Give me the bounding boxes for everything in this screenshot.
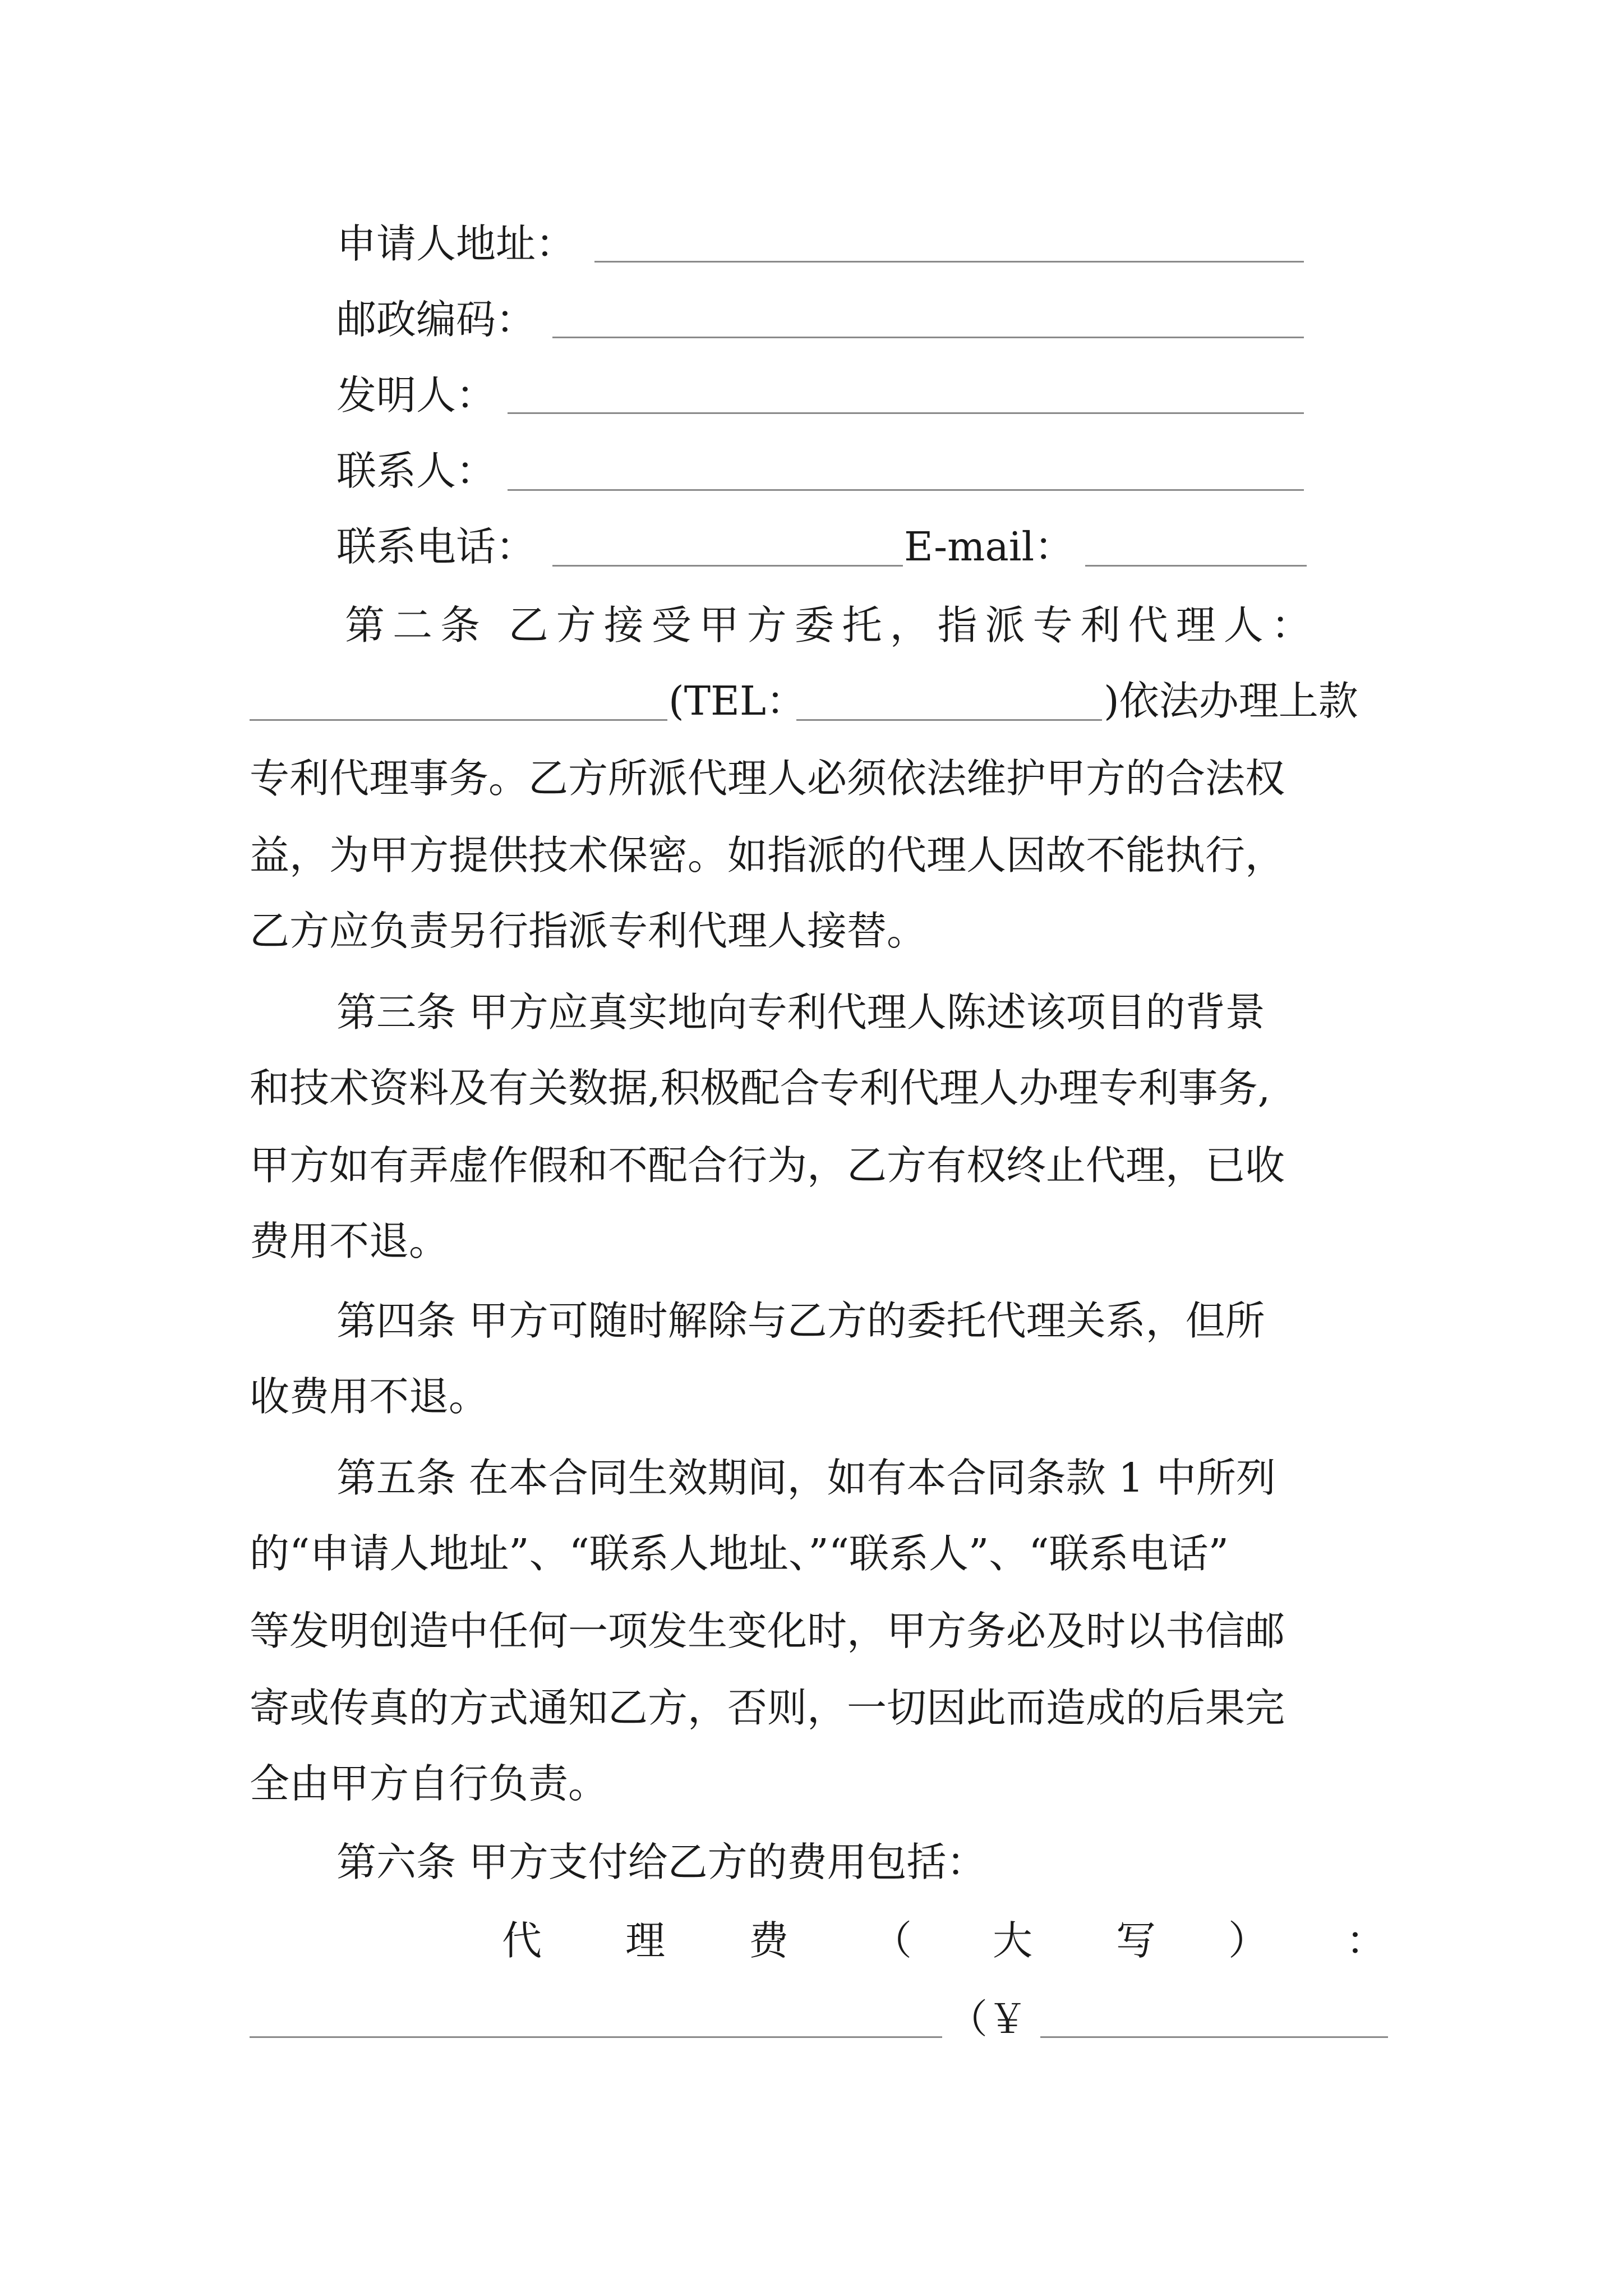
article-2-heading: 第二条 乙方接受甲方委托，指派专利代理人： xyxy=(345,602,1319,648)
agency-fee-char: 大 xyxy=(993,1917,1033,1964)
contact-person-blank[interactable] xyxy=(508,489,1304,491)
article-2-line: 专利代理事务。乙方所派代理人必须依法维护甲方的合法权 xyxy=(250,755,1285,802)
email-label: E-mail： xyxy=(904,523,1075,570)
postal-code-label: 邮政编码： xyxy=(336,296,536,343)
agent-tel-blank[interactable] xyxy=(796,719,1102,721)
inventor-label: 发明人： xyxy=(336,372,496,418)
phone-label: 联系电话： xyxy=(336,523,536,570)
article-5-line: 等发明创造中任何一项发生变化时，甲方务必及时以书信邮 xyxy=(250,1608,1285,1654)
article-4-line: 第四条 甲方可随时解除与乙方的委托代理关系，但所 xyxy=(336,1297,1265,1344)
agency-fee-char: 费 xyxy=(749,1917,789,1964)
agency-fee-amount-blank[interactable] xyxy=(1040,2036,1388,2038)
article-3-line: 费用不退。 xyxy=(250,1218,449,1264)
postal-code-blank[interactable] xyxy=(552,337,1304,338)
article-2-tel-open: (TEL： xyxy=(668,678,806,724)
contact-person-label: 联系人： xyxy=(336,448,496,494)
article-5-line: 寄或传真的方式通知乙方，否则，一切因此而造成的后果完 xyxy=(250,1685,1285,1731)
agency-fee-char: （ xyxy=(872,1917,912,1964)
phone-blank[interactable] xyxy=(552,565,903,567)
article-3-line: 甲方如有弄虚作假和不配合行为，乙方有权终止代理，已收 xyxy=(250,1142,1285,1189)
agency-fee-char: 理 xyxy=(625,1917,666,1964)
applicant-address-label: 申请人地址： xyxy=(336,220,576,267)
article-2-line: 乙方应负责另行指派专利代理人接替。 xyxy=(250,908,927,954)
article-2-tel-close: )依法办理上款 xyxy=(1104,678,1358,724)
article-2-line: 益，为甲方提供技术保密。如指派的代理人因故不能执行， xyxy=(250,832,1285,878)
article-3-line: 第三条 甲方应真实地向专利代理人陈述该项目的背景 xyxy=(336,989,1265,1036)
article-5-line: 第五条 在本合同生效期间，如有本合同条款 1 中所列 xyxy=(336,1455,1276,1501)
applicant-address-blank[interactable] xyxy=(594,261,1304,263)
agency-fee-char: 代 xyxy=(502,1917,542,1964)
agency-fee-char: ： xyxy=(1346,1917,1386,1964)
inventor-blank[interactable] xyxy=(508,412,1304,414)
agency-fee-words-blank[interactable] xyxy=(250,2036,942,2038)
article-5-line: 的“申请人地址”、“联系人地址、”“联系人”、“联系电话” xyxy=(250,1530,1229,1577)
article-3-line: 和技术资料及有关数据,积极配合专利代理人办理专利事务, xyxy=(250,1065,1271,1111)
agency-fee-char: 写 xyxy=(1116,1917,1156,1964)
yuan-open: （￥ xyxy=(948,1996,1028,2042)
article-4-line: 收费用不退。 xyxy=(250,1373,489,1420)
article-5-line: 全由甲方自行负责。 xyxy=(250,1760,608,1807)
article-6-heading: 第六条 甲方支付给乙方的费用包括： xyxy=(336,1839,986,1885)
agent-name-blank[interactable] xyxy=(250,719,667,721)
agency-fee-char: ） xyxy=(1228,1917,1269,1964)
email-blank[interactable] xyxy=(1085,565,1307,567)
